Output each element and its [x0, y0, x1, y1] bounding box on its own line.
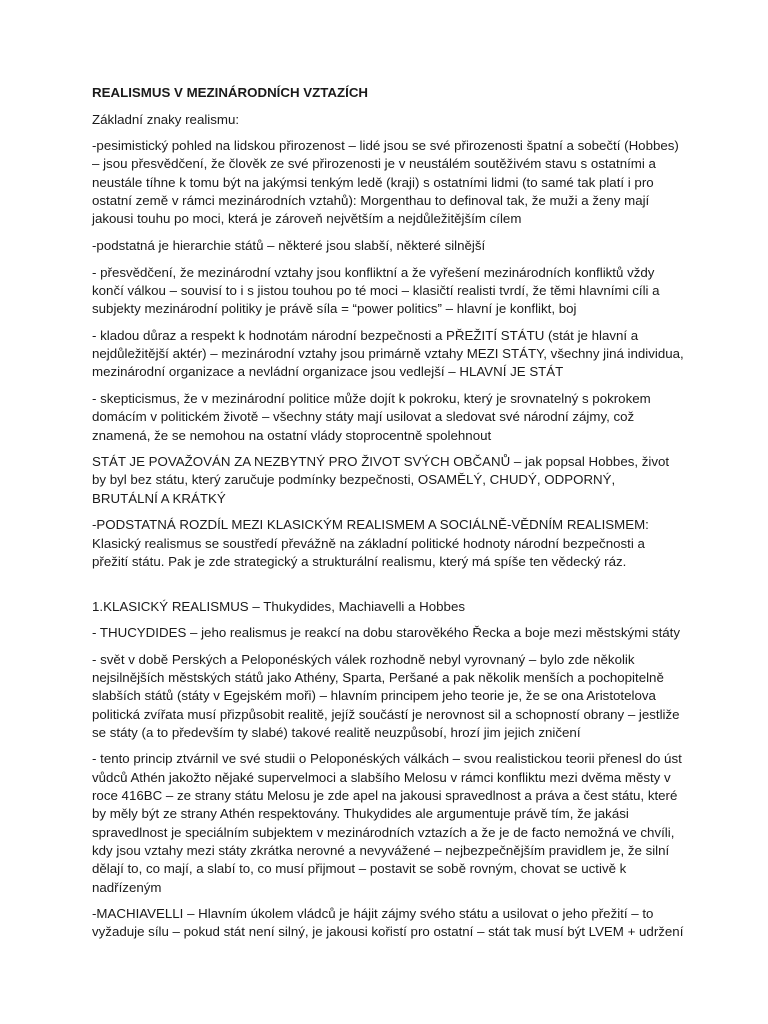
paragraph-basic-traits: Základní znaky realismu: — [92, 111, 240, 127]
section-spacer — [92, 580, 684, 598]
paragraph-state-necessity: STÁT JE POVAŽOVÁN ZA NEZBYTNÝ PRO ŽIVOT SVÝCH OBČANŮ – jak popsal Hobbes, život by byl bez státu, který zaručuje podmínky bezpečnosti, OSAMĚLÝ, CHUDÝ, ODPORNÝ, BRUTÁLNÍ A KRÁTKÝ — [92, 454, 670, 506]
document-page — [92, 84, 684, 950]
paragraph-national-security: - kladou důraz a respekt k hodnotám národní bezpečnosti a PŘEŽITÍ STÁTU (stát je hlavní a nejdůležitější aktér) – mezinárodní vztahy jsou primárně vztahy MEZI STÁTY, všechny jiná individua, mezinárodní organizace a nevládní organizace jsou vedlejší – HLAVNÍ JE STÁT — [92, 327, 684, 380]
paragraph-persian-wars: - svět v době Perských a Peloponéských válek rozhodně nebyl vyrovnaný – bylo zde několik nejsilnějších městských států jako Athény, Sparta, Peršané a pak několik menších a pochopitelně slabších států (státy v Egejském moři) – hlavním principem jeho teorie je, že se ona Aristotelova politická zvířata musí přizpůsobit realitě, jejíž součástí je nerovnost sil a schopností obrany – jestliže se státy (a to především ty slabé) takové realitě neuzpůsobí, hrozí jim jejich zničení — [92, 651, 680, 740]
paragraph-conflict: - přesvědčení, že mezinárodní vztahy jsou konfliktní a že vyřešení mezinárodních konfliktů vždy končí válkou – souvisí to i s jistou touhou po té moci – klasičtí realisti tvrdí, že těmi hlavními cíli a subjekty mezinárodní politiky je právě síla = “power politics” – hlavní je konflikt, boj — [92, 264, 660, 317]
section-heading-classical-realism: 1.KLASICKÝ REALISMUS – Thukydides, Machiavelli a Hobbes — [92, 598, 465, 614]
paragraph-skepticism: - skepticismus, že v mezinárodní politice může dojít k pokroku, který je srovnatelný s pokrokem domácím v politickém životě – všechny státy mají usilovat a sledovat své národní zájmy, což znamená, že se nemohou na ostatní vlády stoprocentně spolehnout — [92, 390, 651, 443]
paragraph-machiavelli: -MACHIAVELLI – Hlavním úkolem vládců je hájit zájmy svého státu a usilovat o jeho přežití – to vyžaduje sílu – pokud stát není silný, je jakousi kořistí pro ostatní – stát tak musí být LVEM + udržení — [92, 906, 684, 940]
paragraph-pessimistic-view: -pesimistický pohled na lidskou přirozenost – lidé jsou se své přirozenosti špatní a sobečtí (Hobbes) – jsou přesvědčení, že člověk ze své přirozenosti je v neustálém soutěživém stavu s ostatními a neustále tíhne k tomu být na jakýmsi tenkým ledě (kraji) s ostatními lidmi (to samé tak platí i pro ostatní země v rámci mezinárodních vztahů): Morgenthau to definoval tak, že muži a ženy mají jakousi touhu po moci, která je zároveň největším a nejdůležitějším cílem — [92, 138, 679, 227]
document-title: REALISMUS V MEZINÁRODNÍCH VZTAZÍCH — [92, 85, 369, 100]
paragraph-state-hierarchy: -podstatná je hierarchie států – některé jsou slabší, některé silnější — [92, 237, 486, 253]
paragraph-classic-vs-social: -PODSTATNÁ ROZDÍL MEZI KLASICKÝM REALISMEM A SOCIÁLNĚ-VĚDNÍM REALISMEM: Klasický realismus se soustředí převážně na základní politické hodnoty národní bezpečnosti a přežití státu. Pak je zde strategický a strukturální realismu, který má spíše ten vědecký ráz. — [92, 517, 649, 569]
paragraph-melian-dialogue: - tento princip ztvárnil ve své studii o Peloponéských válkách – svou realistickou teorii přenesl do úst vůdců Athén jakožto nějaké supervelmoci a slabšího Melosu v rámci konfliktu mezi dvěma městy v roce 416BC – ze strany státu Melosu je zde apel na jakousi spravedlnost a práva a čest státu, které by měly být ze strany Athén respektovány. Thukydides ale argumentuje právě tím, že jakási spravedlnost je speciálním subjektem v mezinárodních vztazích a že je de facto nemožná ve chvíli, kdy jsou vztahy mezi státy zkrátka nerovné a nevyvážené – nejbezpečnějším pravidlem je, že silní dělají to, co mají, a slabí to, co musí přijmout – postavit se sobě rovným, chovat se uctivě k nadřízeným — [92, 751, 682, 895]
paragraph-thucydides: - THUCYDIDES – jeho realismus je reakcí na dobu starověkého Řecka a boje mezi městskými státy — [92, 625, 681, 641]
